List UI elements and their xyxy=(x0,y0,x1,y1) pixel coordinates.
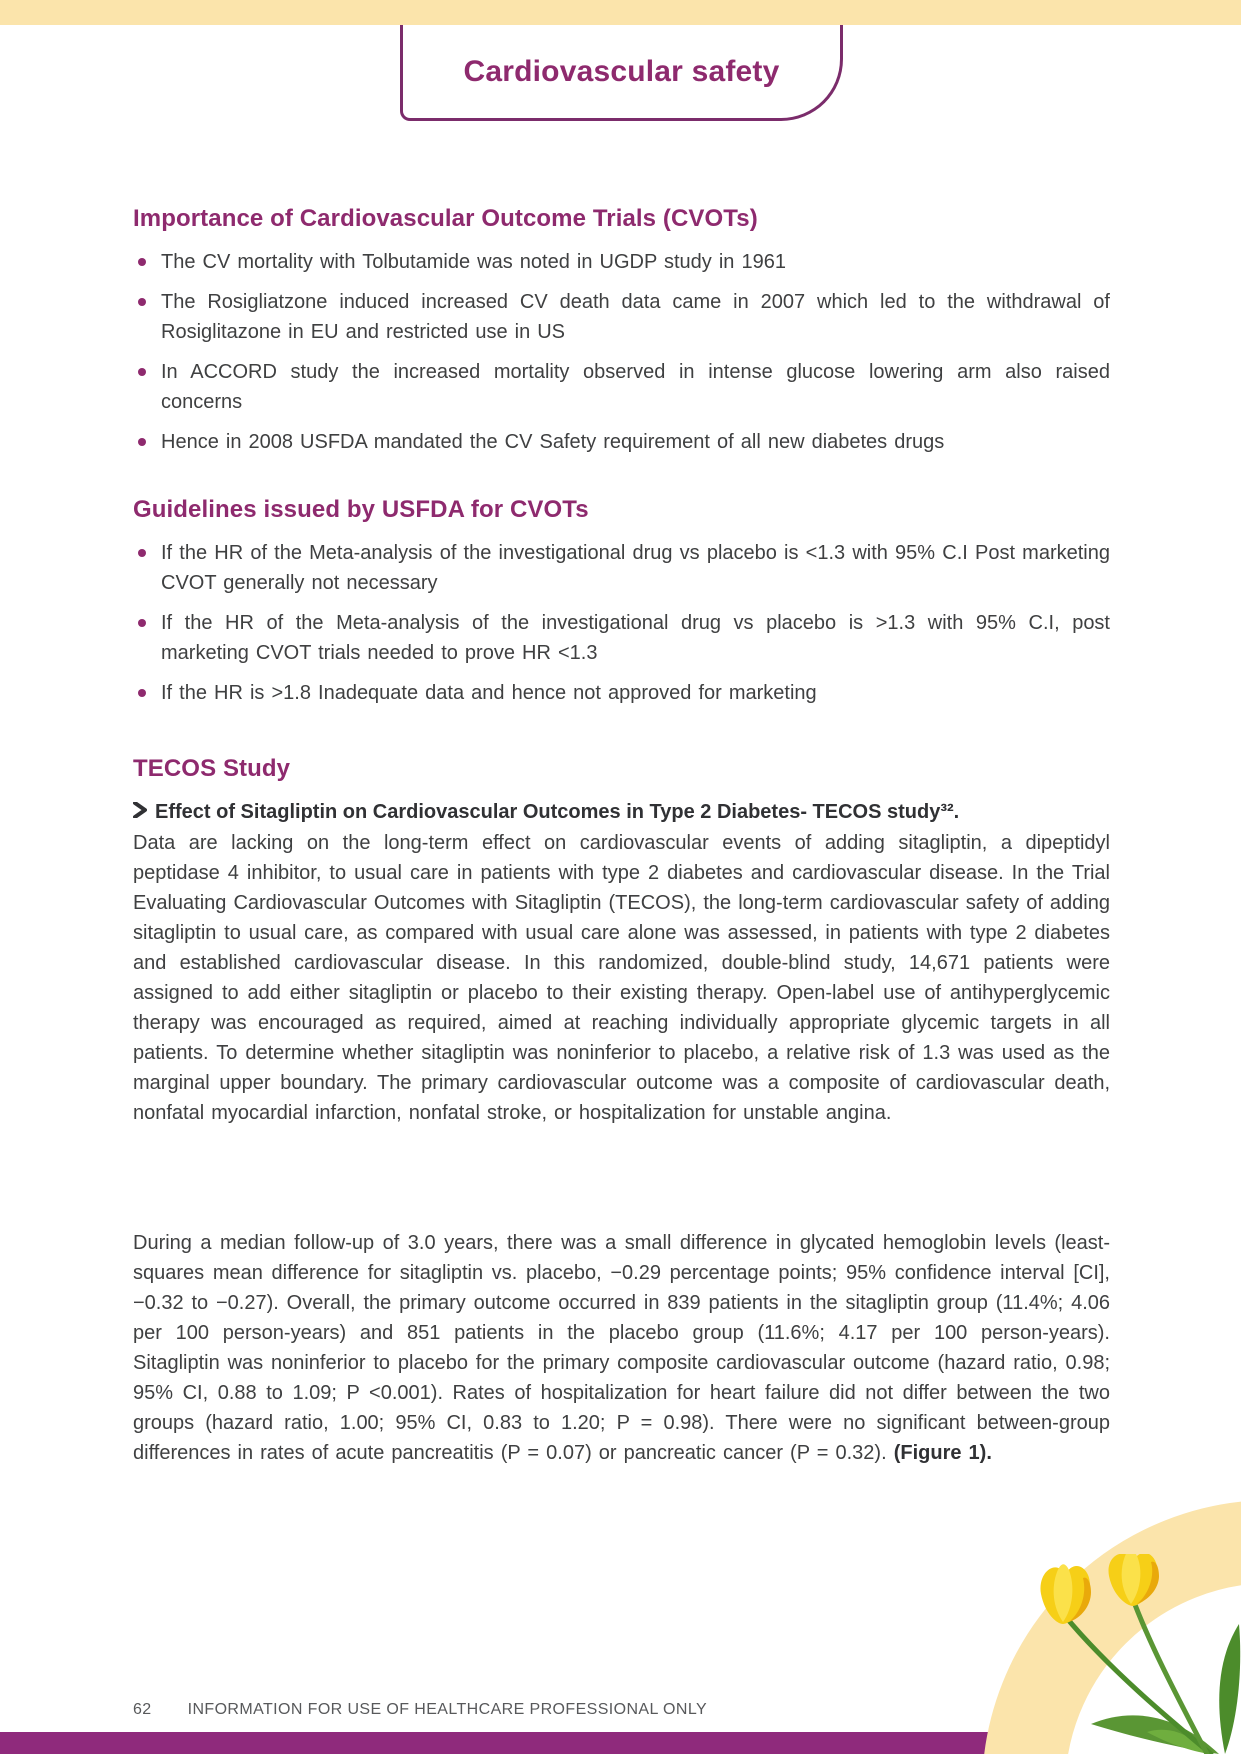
bullet-text: If the HR of the Meta-analysis of the investigational drug vs placebo is <1.3 with 95% C.I Post marketing CVOT generally not necessary xyxy=(161,542,1110,594)
section-importance xyxy=(133,205,1110,467)
importance-bullet-list xyxy=(133,247,1110,457)
section-heading-guidelines: Guidelines issued by USFDA for CVOTs xyxy=(133,496,589,523)
tecos-paragraph-2 xyxy=(133,1228,1110,1468)
chapter-title-box xyxy=(400,25,843,121)
list-item xyxy=(133,247,1110,277)
list-item xyxy=(133,287,1110,347)
list-item xyxy=(133,538,1110,598)
tecos-paragraph-2-text: During a median follow-up of 3.0 years, there was a small difference in glycated hemoglobin levels (least-squares mean difference for sitagliptin vs. placebo, −0.29 percentage points; 95% confidence interval [CI], −0.32 to −0.27). Overall, the primary outcome occurred in 839 patients in the sitagliptin group (11.4%; 4.06 per 100 person-years) and 851 patients in the placebo group (11.6%; 4.17 per 100 person-years). Sitagliptin was noninferior to placebo for the primary composite cardiovascular outcome (hazard ratio, 0.98; 95% CI, 0.88 to 1.09; P <0.001). Rates of hospitalization for heart failure did not differ between the two groups (hazard ratio, 1.00; 95% CI, 0.83 to 1.20; P = 0.98). There were no significant between-group differences in rates of acute pancreatitis (P = 0.07) or pancreatic cancer (P = 0.32). xyxy=(133,1232,1110,1464)
bullet-icon xyxy=(138,549,146,557)
bullet-text: If the HR is >1.8 Inadequate data and hence not approved for marketing xyxy=(161,682,817,704)
bullet-icon xyxy=(138,619,146,627)
bullet-icon xyxy=(138,298,146,306)
list-item xyxy=(133,678,1110,708)
arrow-icon xyxy=(133,802,147,818)
page-number: 62 xyxy=(133,1701,152,1718)
tecos-paragraph-2-block xyxy=(133,1228,1110,1468)
bullet-icon xyxy=(138,258,146,266)
footer-notice: INFORMATION FOR USE OF HEALTHCARE PROFESSIONAL ONLY xyxy=(187,1701,708,1718)
bullet-text: If the HR of the Meta-analysis of the investigational drug vs placebo is >1.3 with 95% C.I, post marketing CVOT trials needed to prove HR <1.3 xyxy=(161,612,1110,664)
figure-reference: (Figure 1). xyxy=(893,1442,992,1464)
section-tecos xyxy=(133,755,1110,1128)
bullet-text: The Rosigliatzone induced increased CV death data came in 2007 which led to the withdrawal of Rosiglitazone in EU and restricted use in US xyxy=(161,291,1110,343)
page-footer xyxy=(133,1701,707,1719)
bullet-icon xyxy=(138,368,146,376)
list-item xyxy=(133,357,1110,417)
section-heading-tecos: TECOS Study xyxy=(133,755,291,782)
tecos-paragraph-1: Data are lacking on the long-term effect on cardiovascular events of adding sitagliptin, a dipeptidyl peptidase 4 inhibitor, to usual care in patients with type 2 diabetes and cardiovascular disease. In the Trial Evaluating Cardiovascular Outcomes with Sitagliptin (TECOS), the long-term cardiovascular safety of adding sitagliptin to usual care, as compared with usual care alone was assessed, in patients with type 2 diabetes and established cardiovascular disease. In this randomized, double-blind study, 14,671 patients were assigned to add either sitagliptin or placebo to their existing therapy. Open-label use of antihyperglycemic therapy was encouraged as required, aimed at reaching individually appropriate glycemic targets in all patients. To determine whether sitagliptin was noninferior to placebo, a relative risk of 1.3 was used as the marginal upper boundary. The primary cardiovascular outcome was a composite of cardiovascular death, nonfatal myocardial infarction, nonfatal stroke, or hospitalization for unstable angina. xyxy=(133,832,1110,1124)
section-heading-importance: Importance of Cardiovascular Outcome Trials (CVOTs) xyxy=(133,205,758,232)
bullet-icon xyxy=(138,689,146,697)
list-item xyxy=(133,608,1110,668)
tulips-illustration xyxy=(1029,1554,1241,1754)
guidelines-bullet-list xyxy=(133,538,1110,708)
page-title: Cardiovascular safety xyxy=(463,54,780,88)
bullet-text: In ACCORD study the increased mortality observed in intense glucose lowering arm also raised concerns xyxy=(161,361,1110,413)
tecos-subheading-text: Effect of Sitagliptin on Cardiovascular Outcomes in Type 2 Diabetes- TECOS study³². xyxy=(155,801,960,823)
bullet-text: Hence in 2008 USFDA mandated the CV Safety requirement of all new diabetes drugs xyxy=(161,431,945,453)
bullet-text: The CV mortality with Tolbutamide was noted in UGDP study in 1961 xyxy=(161,251,786,273)
tecos-subheading xyxy=(133,797,1110,827)
list-item xyxy=(133,427,1110,457)
section-guidelines xyxy=(133,496,1110,718)
bullet-icon xyxy=(138,438,146,446)
top-cream-band xyxy=(0,0,1241,25)
